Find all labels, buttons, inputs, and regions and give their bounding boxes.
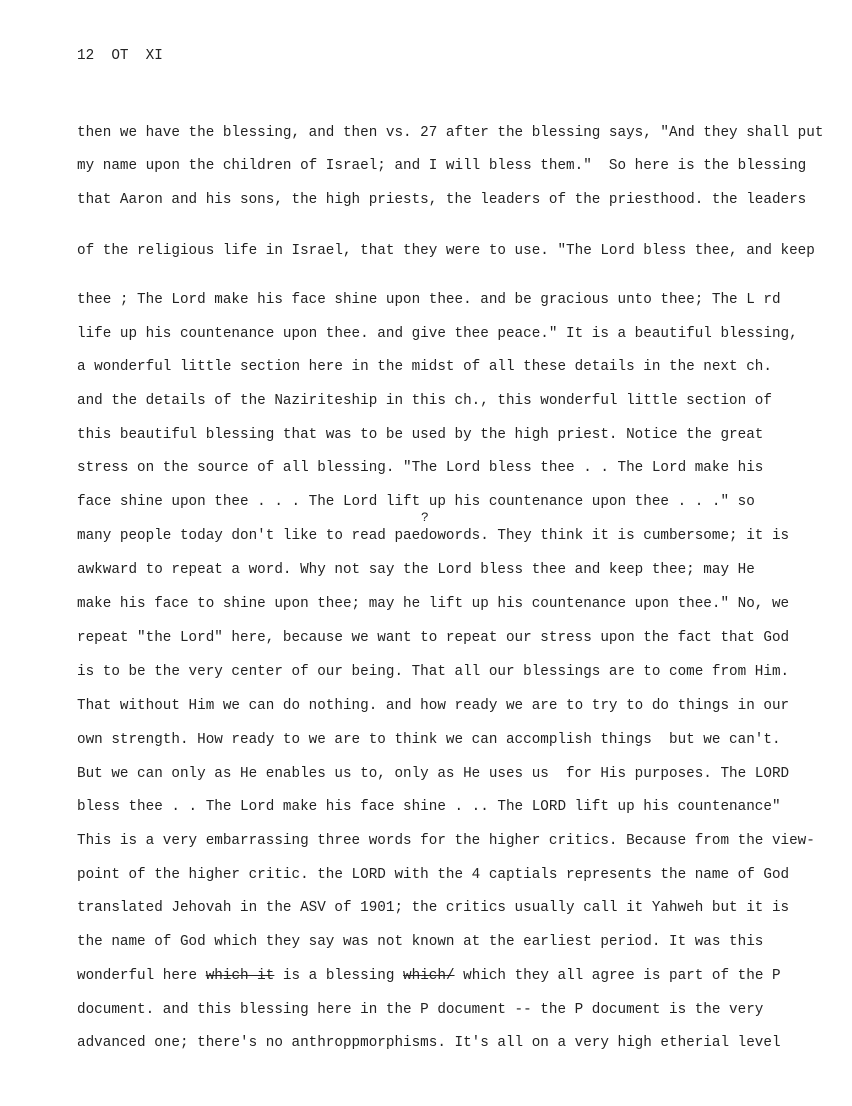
text-line: make his face to shine upon thee; may he lift up his countenance upon thee." No, we: [77, 596, 790, 612]
text-line: This is a very embarrassing three words for the higher critics. Because from the view-: [77, 833, 815, 849]
struck-text: which/: [403, 968, 455, 984]
text-line: translated Jehovah in the ASV of 1901; the critics usually call it Yahweh but it is: [77, 900, 790, 916]
text-line: [77, 967, 781, 985]
text-line: That without Him we can do nothing. and how ready we are to try to do things in our: [77, 698, 790, 714]
text-line: the name of God which they say was not known at the earliest period. It was this: [77, 934, 764, 950]
text-segment: is a blessing: [274, 968, 404, 984]
text-line: bless thee . . The Lord make his face shine . .. The LORD lift up his countenance": [77, 799, 781, 815]
text-line: thee ; The Lord make his face shine upon thee. and be gracious unto thee; The L rd: [77, 292, 781, 308]
text-line: many people today don't like to read paedowords. They think it is cumbersome; it is: [77, 528, 790, 544]
text-line: this beautiful blessing that was to be used by the high priest. Notice the great: [77, 427, 764, 443]
text-line: document. and this blessing here in the P document -- the P document is the very: [77, 1002, 764, 1018]
struck-text: which it: [205, 968, 275, 984]
page-header: 12 OT XI: [77, 48, 163, 64]
text-segment: wonderful here: [77, 968, 206, 984]
text-segment: which they all agree is part of the P: [454, 968, 781, 984]
text-line: life up his countenance upon thee. and give thee peace." It is a beautiful blessing,: [77, 326, 798, 342]
text-line: awkward to repeat a word. Why not say the Lord bless thee and keep thee; may He: [77, 562, 755, 578]
text-line: that Aaron and his sons, the high priests, the leaders of the priesthood. the leaders: [77, 192, 807, 208]
margin-note: ?: [421, 510, 429, 525]
text-line: then we have the blessing, and then vs. 27 after the blessing says, "And they shall put: [77, 125, 824, 141]
text-line: repeat "the Lord" here, because we want to repeat our stress upon the fact that God: [77, 630, 790, 646]
text-line: a wonderful little section here in the midst of all these details in the next ch.: [77, 359, 772, 375]
text-line: advanced one; there's no anthroppmorphisms. It's all on a very high etherial level: [77, 1035, 781, 1051]
text-line: stress on the source of all blessing. "The Lord bless thee . . The Lord make his: [77, 460, 764, 476]
text-line: face shine upon thee . . . The Lord lift up his countenance upon thee . . ." so: [77, 494, 755, 510]
text-line: my name upon the children of Israel; and I will bless them." So here is the blessing: [77, 158, 807, 174]
text-line: and the details of the Naziriteship in this ch., this wonderful little section of: [77, 393, 772, 409]
text-line: point of the higher critic. the LORD with the 4 captials represents the name of God: [77, 867, 790, 883]
text-line: But we can only as He enables us to, only as He uses us for His purposes. The LORD: [77, 766, 790, 782]
text-line: own strength. How ready to we are to think we can accomplish things but we can't.: [77, 732, 781, 748]
text-line: of the religious life in Israel, that they were to use. "The Lord bless thee, and keep: [77, 243, 815, 259]
text-line: is to be the very center of our being. That all our blessings are to come from Him.: [77, 664, 790, 680]
